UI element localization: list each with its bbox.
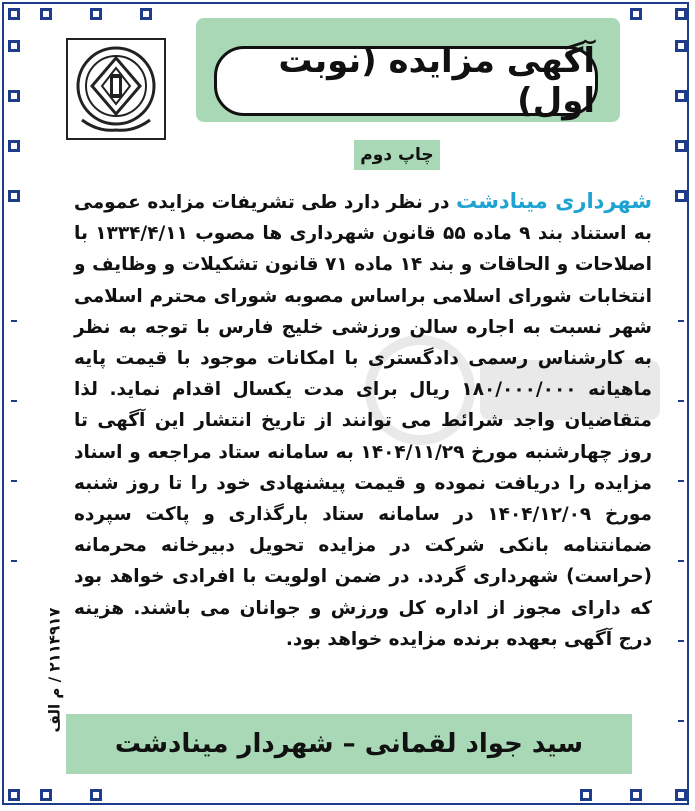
print-edition-tab bbox=[354, 140, 440, 170]
border-square bbox=[675, 789, 687, 801]
notice-body bbox=[74, 186, 652, 655]
border-square bbox=[8, 190, 20, 202]
notice-text: در نظر دارد طی تشریفات مزایده عمومی به استناد بند ۹ ماده ۵۵ قانون شهرداری ها مصوب ۱۳۳۴/۴/۱۱ با اصلاحات و الحاقات و بند ۱۴ ماده ۷۱ قانون تشکیلات و وظایف و انتخابات شورای اسلامی براساس مصوبه شورای محترم اسلامی شهر نسبت به اجاره سالن ورزشی خلیج فارس با توجه به نظر به کارشناس رسمی دادگستری با امکانات موجود با قیمت پایه ماهیانه ۱۸۰/۰۰۰/۰۰۰ ریال برای مدت یکسال اقدام نماید. لذا متقاضیان واجد شرائط می توانند از تاریخ انتشار این آگهی تا روز چهارشنبه مورخ ۱۴۰۴/۱۱/۲۹ به سامانه ستاد مراجعه و اسناد مزایده را دریافت نموده و قیمت پیشنهادی خود را تا روز شنبه مورخ ۱۴۰۴/۱۲/۰۹ در سامانه ستاد بارگذاری و پاکت سپرده ضمانتنامه بانکی شرکت در مزایده تحویل دبیرخانه محرمانه (حراست) شهرداری گردد. در ضمن اولویت با افرادی خواهد بود که دارای مجوز از اداره کل ورزش و جوانان می باشند. هزینه درج آگهی بعهده برنده مزایده خواهد بود. bbox=[74, 192, 652, 650]
municipality-emblem-icon bbox=[68, 40, 164, 138]
border-square bbox=[580, 789, 592, 801]
border-tick bbox=[11, 320, 17, 322]
border-tick bbox=[678, 560, 684, 562]
border-tick bbox=[11, 560, 17, 562]
border-square bbox=[675, 140, 687, 152]
reference-code-text: ۲۱۱۴۹۱۷ / م الف bbox=[45, 607, 63, 733]
border-square bbox=[675, 8, 687, 20]
border-square bbox=[40, 789, 52, 801]
print-edition-label: چاپ دوم bbox=[360, 145, 434, 165]
border-square bbox=[40, 8, 52, 20]
logo bbox=[66, 38, 166, 140]
border-tick bbox=[678, 320, 684, 322]
border-square bbox=[8, 90, 20, 102]
border-square bbox=[8, 8, 20, 20]
organization-name: شهرداری میناد‌شت bbox=[456, 189, 653, 213]
border-tick bbox=[11, 400, 17, 402]
border-square bbox=[8, 140, 20, 152]
border-square bbox=[630, 8, 642, 20]
border-tick bbox=[678, 400, 684, 402]
border-tick bbox=[11, 480, 17, 482]
border-square bbox=[675, 190, 687, 202]
border-square bbox=[90, 8, 102, 20]
border-square bbox=[140, 8, 152, 20]
signature-text: سید جواد لقمانی – شهردار میناد‌شت bbox=[114, 729, 584, 759]
border-square bbox=[90, 789, 102, 801]
title-box bbox=[214, 41, 598, 121]
border-square bbox=[8, 40, 20, 52]
border-square bbox=[630, 789, 642, 801]
border-square bbox=[675, 90, 687, 102]
border-tick bbox=[678, 480, 684, 482]
page-title: آگهی مزایده (نوبت اول) bbox=[278, 41, 595, 121]
border-square bbox=[8, 789, 20, 801]
border-tick bbox=[678, 720, 684, 722]
border-square bbox=[675, 40, 687, 52]
border-tick bbox=[678, 640, 684, 642]
signature-band bbox=[66, 714, 632, 774]
